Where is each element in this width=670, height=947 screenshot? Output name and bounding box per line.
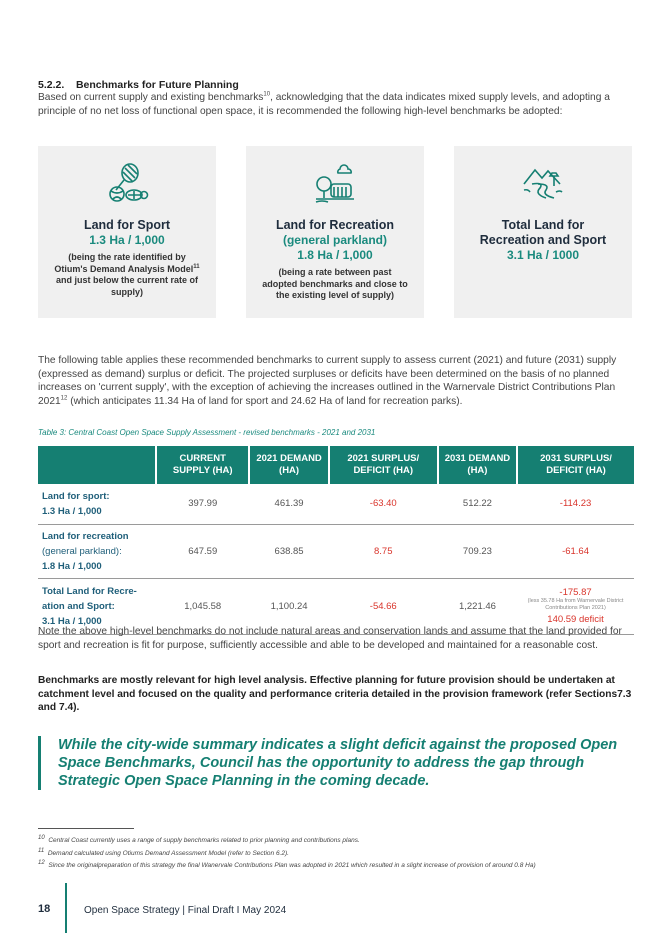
intro-paragraph (38, 91, 634, 118)
cell-2031-surplus: -61.64 (517, 524, 634, 578)
card-note: (being a rate between past adopted benchmarks and close to the existing level of supply) (262, 267, 408, 300)
sport-equipment-icon (104, 160, 150, 206)
footnotes (38, 835, 648, 873)
emphasis-paragraph: Benchmarks are mostly relevant for high level analysis. Effective planning for future provision should be undertaken at catchment level and focused on the quality and performance criteria detailed in the provision framework (refer Sections7.3 and 7.4). (38, 675, 632, 714)
footnote-number: 10 (38, 834, 45, 841)
parkland-icon (312, 160, 358, 206)
footnote-divider (38, 828, 134, 829)
card-subtitle: (general parkland) (282, 233, 388, 247)
intro-text-rest: , acknowledging that the data indicates mixed supply levels, and adopting a principle of no net loss of functional open space, it is recommended the following high-level benchmarks be adopted: (38, 92, 610, 117)
header-2031-surplus: 2031 SURPLUS/ DEFICIT (HA) (517, 446, 634, 484)
header-current-supply: CURRENT SUPPLY (HA) (156, 446, 249, 484)
benchmark-card-sport (38, 146, 216, 318)
card-rate: 3.1 Ha / 1000 (506, 248, 580, 262)
table-intro-text: The following table applies these recommended benchmarks to current supply to assess current (2021) and future (2031) supply (expressed as demand) surplus or deficit. The projected surpluses or deficits have been determined on the basis of no planned increases on 'current supply', with the exception of achieving the increases outlined in the Warnervale District Contributions Plan 2021 (38, 355, 617, 407)
table-intro-paragraph (38, 354, 634, 408)
page-number: 18 (38, 903, 51, 915)
header-blank (38, 446, 156, 484)
row-label (38, 524, 156, 578)
section-title: Benchmarks for Future Planning (75, 79, 239, 91)
footnote-ref: 12 (60, 395, 68, 402)
intro-text: Based on current supply and existing benchmarks (38, 92, 264, 103)
header-2021-demand: 2021 DEMAND (HA) (249, 446, 328, 484)
footnote-ref: 11 (193, 263, 200, 270)
card-note (38, 252, 216, 298)
footnote-text: Central Coast currently uses a range of supply benchmarks related to prior planning and contributions plans. (48, 837, 360, 844)
footer-title: Open Space Strategy | Final Draft I May 2024 (84, 905, 287, 916)
card-content (38, 218, 216, 298)
note-paragraph: Note the above high-level benchmarks do not include natural areas and conservation lands and assume that the land provided for sport and recreation is fit for purpose, sufficiently accessible and able to be developed and maintained for a reasonable cost. (38, 626, 622, 651)
pull-quote: While the city-wide summary indicates a slight deficit against the proposed Open Space Benchmarks, Council has the opportunity to address the gap through Strategic Open Space Planning in the coming decade. (38, 736, 634, 790)
footnote-text: Since the originalpreparation of this strategy the final Wanervale Contributions Plan was adopted in 2021 which resulted in a slight increase of provision of around 0.8 Ha) (48, 862, 536, 869)
table-intro-text-rest: (which anticipates 11.34 Ha of land for sport and 24.62 Ha of land for recreation parks). (67, 395, 463, 407)
footnote-item (38, 860, 648, 873)
card-rate: 1.8 Ha / 1,000 (297, 248, 373, 262)
cell-2021-surplus: -63.40 (329, 484, 438, 524)
footnote-ref: 10 (263, 91, 271, 98)
row-rate: 1.3 Ha / 1,000 (42, 505, 102, 517)
card-title: Total Land for Recreation and Sport (479, 218, 607, 247)
row-label-text: Land for sport: (42, 490, 110, 502)
section-heading (38, 79, 239, 91)
cell-current-supply: 1,045.58 (156, 578, 249, 634)
cell-2021-demand: 638.85 (249, 524, 328, 578)
cell-2031-deficit: 140.59 deficit (547, 614, 604, 625)
cell-2031-surplus-note: (less 35.78 Ha from Warnervale District Contributions Plan 2021) (527, 598, 624, 611)
row-rate: 1.8 Ha / 1,000 (42, 560, 102, 572)
card-note-text-rest: and just below the current rate of supply) (55, 275, 199, 297)
table-row (38, 524, 634, 578)
card-content (246, 218, 424, 302)
cell-2021-surplus: -54.66 (329, 578, 438, 634)
card-title: Land for Recreation (275, 218, 395, 232)
row-rate: 3.1 Ha / 1,000 (42, 615, 102, 627)
row-label-text: Total Land for Recre- ation and Sport: (42, 585, 137, 612)
supply-assessment-table (38, 446, 634, 635)
cell-2031-demand: 1,221.46 (438, 578, 517, 634)
footnote-number: 12 (38, 859, 45, 866)
table-caption: Table 3: Central Coast Open Space Supply Assessment - revised benchmarks - 2021 and 2031 (38, 428, 376, 437)
row-label (38, 484, 156, 524)
card-note-text: (being the rate identified by Otium's Demand Analysis Model (54, 252, 194, 274)
footer-divider (65, 883, 67, 933)
table-header-row (38, 446, 634, 484)
mountain-path-icon (520, 160, 566, 206)
cell-2031-demand: 512.22 (438, 484, 517, 524)
section-number: 5.2.2. (38, 79, 65, 91)
row-label-text: Land for recreation (42, 530, 129, 542)
benchmark-card-recreation (246, 146, 424, 318)
card-content (454, 218, 632, 263)
cell-current-supply: 397.99 (156, 484, 249, 524)
footnote-item (38, 835, 648, 848)
cell-2021-demand: 1,100.24 (249, 578, 328, 634)
footnote-number: 11 (38, 847, 45, 854)
cell-current-supply: 647.59 (156, 524, 249, 578)
cell-2021-demand: 461.39 (249, 484, 328, 524)
cell-2031-surplus: -114.23 (517, 484, 634, 524)
cell-2021-surplus: 8.75 (329, 524, 438, 578)
header-2021-surplus: 2021 SURPLUS/ DEFICIT (HA) (329, 446, 438, 484)
header-2031-demand: 2031 DEMAND (HA) (438, 446, 517, 484)
table-row (38, 484, 634, 524)
card-rate: 1.3 Ha / 1,000 (89, 233, 165, 247)
cell-2031-demand: 709.23 (438, 524, 517, 578)
card-title: Land for Sport (83, 218, 171, 232)
footnote-item (38, 848, 648, 861)
footnote-text: Demand calculated using Otiums Demand Assessment Model (refer to Section 6.2). (47, 849, 289, 857)
row-sublabel: (general parkland): (42, 545, 122, 557)
benchmark-card-total (454, 146, 632, 318)
cell-2031-surplus-value: -175.87 (559, 587, 592, 598)
